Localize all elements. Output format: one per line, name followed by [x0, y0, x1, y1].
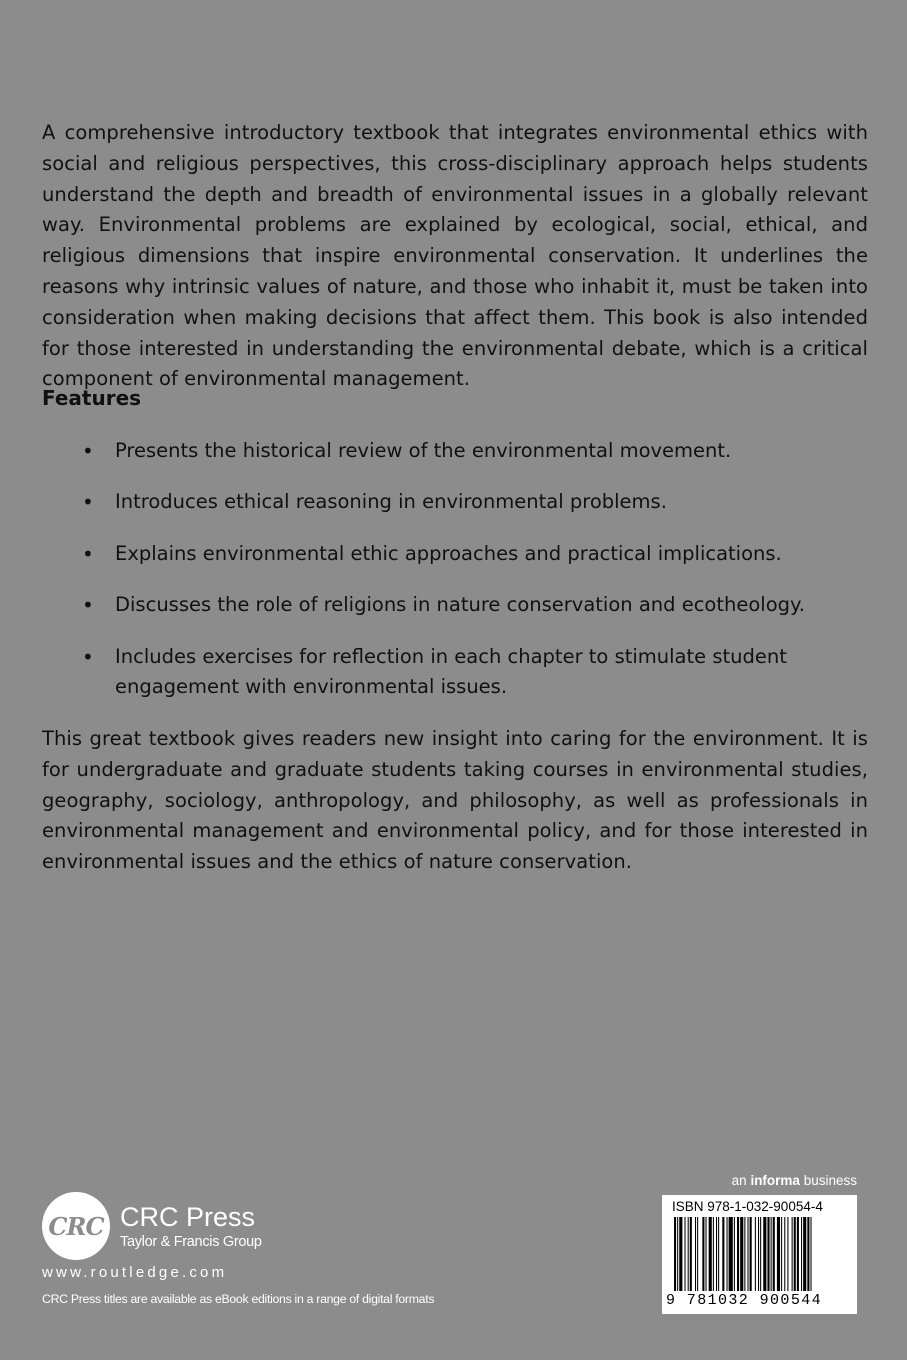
barcode-bar [744, 1217, 745, 1291]
barcode-bar [760, 1217, 761, 1291]
barcode-bar [794, 1217, 796, 1291]
barcode-bar [709, 1217, 712, 1291]
barcode-bar [727, 1217, 728, 1291]
informa-tagline [723, 1173, 857, 1188]
barcode-icon [662, 1217, 857, 1293]
barcode-bar [801, 1217, 802, 1291]
barcode-bar [740, 1217, 743, 1291]
logo-text: CRC [48, 1211, 104, 1241]
website-link[interactable]: www.routledge.com [42, 1264, 228, 1281]
outro-paragraph: This great textbook gives readers new insight into caring for the environment. It is for undergraduate and graduate students taking courses in environmental studies, geography, sociology, anthropology, and philosophy, as well as professionals in environmental management and environmental policy, and for those interested in environmental issues and the ethics of nature conservation. [42, 727, 868, 874]
barcode-bar [763, 1217, 766, 1291]
barcode-bar [771, 1217, 772, 1291]
barcode-bar [784, 1217, 785, 1291]
isbn-text: ISBN 978-1-032-90054-4 [672, 1199, 823, 1214]
barcode-bar [811, 1217, 812, 1291]
intro-paragraph: A comprehensive introductory textbook that integrates environmental ethics with social and religious perspectives, this cross-disciplinary approach helps students understand the depth and breadth of environmental issues in a globally relevant way. Environmental problems are explained by ecological, social, ethical, and religious dimensions that inspire environmental conservation. It underlines the reasons why intrinsic values of nature, and those who inhabit it, must be taken into consideration when making decisions that affect them. This book is also intended for those interested in understanding the environmental debate, which is a critical component of environmental management. [42, 121, 868, 391]
barcode-bar [773, 1217, 775, 1291]
barcode-bar [702, 1217, 704, 1291]
barcode-bar [767, 1217, 769, 1291]
barcode-bar [718, 1217, 719, 1291]
barcode-bar [716, 1217, 717, 1291]
list-item: • Discusses the role of religions in nature conservation and ecotheology. [42, 590, 862, 621]
list-item: • Introduces ethical reasoning in environmental problems. [42, 487, 862, 518]
barcode-bar [777, 1217, 780, 1291]
barcode-bar [729, 1217, 733, 1291]
crc-logo-icon [42, 1192, 110, 1260]
list-item: • Explains environmental ethic approaches and practical implications. [42, 539, 862, 570]
barcode-bar [685, 1217, 686, 1291]
ebook-note: CRC Press titles are available as eBook editions in a range of digital formats [42, 1292, 435, 1306]
barcode-bar [792, 1217, 793, 1291]
barcode-bar [722, 1217, 724, 1291]
barcode-bar [748, 1217, 749, 1291]
barcode-bar [688, 1217, 689, 1291]
barcode-bar [677, 1217, 678, 1291]
barcode-bar [755, 1217, 756, 1291]
barcode-bar [734, 1217, 735, 1291]
barcode-bar [797, 1217, 799, 1291]
features-heading: Features [42, 386, 142, 410]
barcode-bar [787, 1217, 788, 1291]
informa-brand: informa [750, 1173, 800, 1188]
features-list [42, 436, 862, 724]
publisher-group: Taylor & Francis Group [120, 1234, 262, 1250]
list-item: • Includes exercises for reflection in each chapter to stimulate student engagement with environmental issues. [42, 642, 862, 704]
barcode-digits: 9 781032 900544 [666, 1292, 823, 1309]
informa-prefix: an [731, 1173, 751, 1188]
barcode-bar [695, 1217, 696, 1291]
barcode-bar [706, 1217, 707, 1291]
barcode-bar [781, 1217, 782, 1291]
publisher-name: CRC Press [120, 1202, 256, 1232]
barcode-bar [758, 1217, 759, 1291]
barcode-bar [690, 1217, 692, 1291]
informa-suffix: business [799, 1173, 857, 1188]
barcode-bar [750, 1217, 752, 1291]
barcode-bar [807, 1217, 809, 1291]
barcode-bar [803, 1217, 806, 1291]
barcode-bar [674, 1217, 676, 1291]
list-item: • Presents the historical review of the environmental movement. [42, 436, 862, 467]
barcode-bar [697, 1217, 698, 1291]
barcode-bar [737, 1217, 739, 1291]
barcode-bar [679, 1217, 682, 1291]
barcode-bar [713, 1217, 714, 1291]
barcode-box [662, 1195, 857, 1314]
